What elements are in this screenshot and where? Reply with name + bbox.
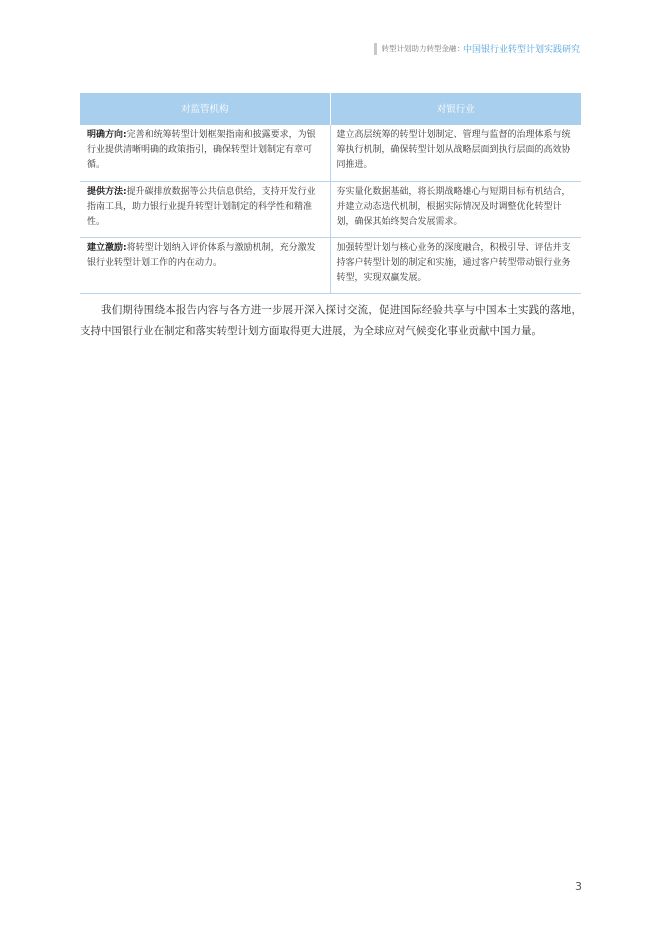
header-main-title: 中国银行业转型计划实践研究	[462, 45, 580, 55]
row-label: 明确方向:	[87, 130, 127, 140]
row-label: 建立激励:	[87, 242, 127, 253]
header-series-part2: 转型金融	[426, 44, 457, 53]
running-header	[374, 42, 580, 55]
header-bar-decoration	[374, 43, 377, 55]
table-row	[80, 237, 581, 293]
cell-text: 完善和统筹转型计划框架指南和披露要求，为银行业提供清晰明确的政策指引，确保转型计划制定有章可循。	[87, 130, 316, 170]
header-cell-regulators: 对监管机构	[80, 93, 330, 125]
cell-text: 提升碳排放数据等公共信息供给，支持开发行业指南工具，助力银行业提升转型计划制定的科学性和精准性。	[87, 186, 316, 227]
table-cell-banks: 建立高层统筹的转型计划制定、管理与监督的治理体系与统筹执行机制，确保转型计划从战略层面到执行层面的高效协同推进。	[330, 125, 581, 181]
header-separator: :	[457, 44, 460, 53]
table-row	[80, 181, 581, 237]
table-row	[80, 125, 581, 181]
body-paragraph: 我们期待围绕本报告内容与各方进一步展开深入探讨交流，促进国际经验共享与中国本土实践的落地，支持中国银行业在制定和落实转型计划方面取得更大进展，为全球应对气候变化事业贡献中国力量。	[80, 304, 582, 337]
cell-text: 将转型计划纳入评价体系与激励机制，充分激发银行业转型计划工作的内在动力。	[87, 242, 316, 268]
table-header-row	[80, 93, 581, 125]
recommendations-table	[80, 93, 581, 294]
table-cell-regulators	[80, 237, 330, 293]
table-cell-regulators	[80, 125, 330, 181]
page-number: 3	[575, 880, 582, 893]
table-cell-banks: 夯实量化数据基础，将长期战略雄心与短期目标有机结合，并建立动态迭代机制，根据实际情况及时调整优化转型计划，确保其始终契合发展需求。	[330, 181, 581, 237]
table-cell-regulators	[80, 181, 330, 237]
table-cell-banks: 加强转型计划与核心业务的深度融合，积极引导、评估并支持客户转型计划的制定和实施，通过客户转型带动银行业务转型，实现双赢发展。	[330, 237, 581, 293]
header-series-part1: 转型计划助力	[381, 44, 427, 53]
row-label: 提供方法:	[87, 186, 127, 197]
header-cell-banks: 对银行业	[330, 93, 581, 125]
